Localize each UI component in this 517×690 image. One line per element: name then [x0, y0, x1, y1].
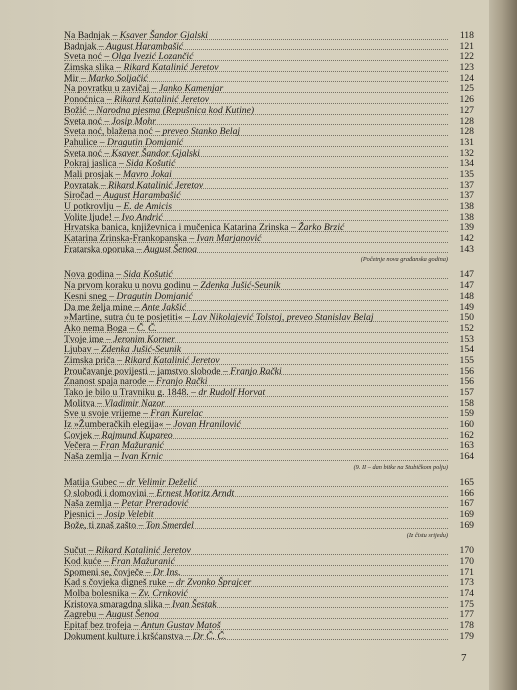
entry-author: Fran Kurelac: [150, 408, 204, 420]
entry-author: Josip Velebit: [104, 508, 154, 520]
entry-page-number: 132: [459, 147, 474, 159]
entry-title: Kod kuće: [64, 555, 102, 567]
toc-entry[interactable]: [64, 452, 474, 463]
entry-title: Božić: [64, 104, 87, 116]
toc-entry[interactable]: [64, 521, 474, 532]
entry-separator: –: [104, 94, 115, 106]
entry-separator: –: [131, 620, 141, 632]
entry-page-number: 157: [459, 387, 474, 398]
entry-separator: –: [220, 365, 231, 377]
entry-title: Katarina Zrinska-Frankopanska: [64, 233, 187, 245]
entry-author: Lav Nikolajević Tolstoj, preveo Stanislav Belaj: [192, 312, 374, 324]
entry-page-number: 179: [459, 630, 474, 642]
entry-separator: –: [134, 243, 144, 255]
entry-author: August Harambašić: [105, 40, 184, 52]
entry-title: Sveta noć, blažena noć: [64, 126, 153, 138]
entry-text: [64, 245, 199, 256]
entry-separator: –: [98, 179, 109, 191]
entry-text: [64, 452, 165, 463]
entry-title: Sveta noć: [64, 147, 102, 159]
entry-author: Mavro Jokai: [122, 168, 172, 180]
entry-author: Rikard Katalinić Jeretov: [123, 62, 219, 74]
entry-separator: –: [78, 72, 89, 84]
entry-title: Ljubav: [64, 344, 92, 356]
entry-separator: –: [162, 598, 173, 610]
entry-page-number: 177: [459, 609, 474, 621]
entry-title: Pahulice: [64, 136, 98, 148]
entry-page-number: 143: [459, 243, 474, 255]
entry-separator: –: [188, 387, 199, 398]
entry-author: Franjo Rački: [230, 365, 282, 377]
entry-page-number: 162: [459, 429, 474, 441]
entry-author: dr Velimir Deželić: [126, 476, 198, 488]
entry-page-number: 170: [459, 545, 474, 557]
entry-page-number: 118: [459, 30, 474, 41]
entry-title: Večera: [64, 440, 91, 452]
entry-title: Hrvatska banica, književnica i mučenica Katarina Zrinska: [64, 222, 289, 234]
entry-title: Tvoje ime: [64, 333, 104, 345]
entry-separator: –: [110, 30, 120, 41]
entry-title: Bože, ti znaš zašto: [64, 519, 137, 531]
entry-page-number: 156: [459, 365, 474, 377]
entry-title: Molitva: [64, 397, 95, 409]
entry-author: Ivan Marjanović: [196, 233, 262, 245]
entry-page-number: 126: [459, 94, 474, 106]
entry-separator: –: [163, 419, 174, 431]
entry-author: Vladimir Nazor: [104, 397, 165, 409]
entry-author: Ksaver Šandor Gjalski: [119, 30, 208, 41]
entry-title: Sveta noć: [64, 51, 102, 63]
entry-page-number: 135: [459, 168, 474, 180]
entry-page-number: 152: [459, 322, 474, 334]
entry-page-number: 148: [459, 290, 474, 302]
entry-title: Molba bolesnika: [64, 588, 129, 599]
entry-author: Sida Košutić: [123, 269, 173, 281]
entry-separator: –: [97, 136, 108, 148]
entry-page-number: 139: [459, 222, 474, 234]
entry-title: Covjek: [64, 429, 92, 441]
entry-text: [64, 632, 228, 643]
entry-separator: –: [86, 104, 97, 116]
entry-page-number: 158: [459, 397, 474, 409]
entry-author: Janko Kamenjar: [158, 83, 224, 95]
entry-separator: –: [101, 115, 112, 127]
entry-title: Spomeni se, čovječe: [64, 566, 144, 578]
entry-title: »Martine, sutra ću te posjetiti«: [64, 312, 183, 324]
entry-separator: –: [146, 487, 157, 499]
entry-title: Na Badnjak: [64, 30, 111, 41]
entry-title: Sveta noć: [64, 115, 102, 127]
entry-page-number: 124: [459, 72, 474, 84]
entry-author: dr Rudolf Horvat: [198, 387, 266, 398]
entry-separator: –: [186, 233, 197, 245]
entry-page-number: 149: [459, 301, 474, 313]
entry-author: Ernest Moritz Arndt: [156, 487, 235, 499]
entry-author: Petar Preradović: [121, 498, 189, 510]
toc-entry[interactable]: [64, 632, 474, 643]
entry-page-number: 131: [459, 136, 474, 148]
entry-page-number: 128: [459, 126, 474, 138]
entry-author: Č. Č.: [136, 322, 157, 334]
entry-title: Sve u svoje vrijeme: [64, 408, 141, 420]
entry-page-number: 165: [459, 476, 474, 488]
entry-separator: –: [132, 301, 142, 313]
entry-title: Naša zemlja: [64, 451, 112, 463]
entry-page-number: 142: [459, 233, 474, 245]
entry-author: Antun Gustav Matoš: [140, 620, 221, 632]
entry-title: Kesni sneg: [64, 290, 107, 302]
entry-separator: –: [183, 630, 193, 642]
entry-author: Fran Mažuranić: [100, 440, 164, 452]
entry-separator: –: [86, 545, 96, 557]
entry-separator: –: [152, 126, 163, 138]
entry-page-number: 123: [459, 62, 474, 74]
entry-author: Dr Č. Č.: [192, 630, 227, 642]
entry-author: preveo Stanko Belaj: [162, 126, 241, 138]
entry-title: Ponoćnica: [64, 94, 105, 106]
entry-author: Narodna pjesma (Repušnica kod Kutine): [96, 104, 255, 116]
entry-title: Dokument kulture i kršćanstva: [64, 630, 184, 642]
entry-page-number: 160: [459, 419, 474, 431]
entry-page-number: 155: [459, 354, 474, 366]
entry-author: Dr Ins.: [153, 566, 181, 578]
entry-separator: –: [190, 280, 201, 292]
entry-page-number: 169: [459, 519, 474, 531]
entry-separator: –: [140, 408, 151, 420]
entry-author: Olga Ivezić Lozančić: [111, 51, 194, 63]
entry-author: Ksaver Šandor Gjalski: [111, 147, 200, 159]
entry-page-number: 138: [459, 211, 474, 223]
section-note: (9. II – dan bitke na Stubičkom polju): [353, 463, 448, 471]
entry-author: Ivo Andrić: [121, 211, 163, 223]
entry-title: Epitaf bez trofeja: [64, 620, 132, 632]
entry-separator: –: [91, 344, 102, 356]
entry-separator: –: [111, 451, 122, 463]
entry-separator: –: [113, 201, 124, 212]
section-note: (Iz čistu srijedu): [406, 532, 448, 540]
entry-page-number: 167: [459, 498, 474, 510]
entry-page-number: 147: [459, 280, 474, 292]
entry-separator: –: [101, 555, 112, 567]
entry-page-number: 138: [459, 201, 474, 212]
entry-author: Sida Košutić: [126, 158, 176, 170]
entry-separator: –: [146, 376, 157, 388]
entry-author: Ante Jakšić: [141, 301, 187, 313]
book-spine-edge: [489, 0, 517, 690]
entry-title: Kad s čovjeka digneš ruke: [64, 577, 167, 589]
entry-author: Rikard Katalinić Jeretov: [124, 354, 220, 366]
entry-separator: –: [143, 566, 154, 578]
entry-page-number: 153: [459, 333, 474, 345]
entry-author: August Šenoa: [143, 243, 197, 255]
entry-title: Da me želja mine: [64, 301, 133, 313]
entry-page-number: 169: [459, 508, 474, 520]
entry-title: Pjesnici: [64, 508, 95, 520]
entry-title: Matija Gubec: [64, 476, 117, 488]
entry-title: Kristova smaragdna slika: [64, 598, 163, 610]
entry-separator: –: [111, 498, 122, 510]
entry-page-number: 121: [459, 40, 474, 52]
entry-title: Povratak: [64, 179, 99, 191]
entry-separator: –: [166, 577, 176, 589]
entry-author: Ivan Krnic: [121, 451, 163, 463]
entry-author: Franjo Rački: [156, 376, 208, 388]
entry-author: August Harambašić: [103, 190, 181, 202]
entry-title: Sučut: [64, 545, 87, 557]
entry-title: Iz »Žumberačkih elegija«: [64, 419, 164, 431]
entry-author: Dragutin Domjanić: [107, 136, 184, 148]
entry-page-number: 137: [459, 190, 474, 202]
entry-separator: –: [114, 354, 125, 366]
entry-author: dr Zvonko Šprajcer: [175, 577, 252, 589]
entry-title: Ako nema Boga: [64, 322, 127, 334]
entry-page-number: 173: [459, 577, 474, 589]
entry-separator: –: [93, 190, 104, 202]
entry-page-number: 166: [459, 487, 474, 499]
entry-separator: –: [101, 147, 112, 159]
entry-page-number: 127: [459, 104, 474, 116]
entry-separator: –: [116, 158, 127, 170]
entry-author: Ton Smerdel: [145, 519, 194, 531]
entry-separator: –: [90, 440, 101, 452]
entry-author: Žarko Brzić: [298, 222, 345, 234]
entry-title: Zimska priča: [64, 354, 115, 366]
entry-title: Proučavanje povijesti – jamstvo slobode: [64, 365, 221, 377]
entry-author: Rajmund Kupareo: [101, 429, 173, 441]
entry-title: Volite ljude!: [64, 211, 112, 223]
entry-author: Josip Mohr: [111, 115, 157, 127]
entry-author: Rikard Katalinić Jeretov: [108, 179, 204, 191]
entry-author: Jovan Hranilović: [173, 419, 241, 431]
entry-author: Marko Soljačić: [88, 72, 148, 84]
entry-page-number: 154: [459, 344, 474, 356]
entry-separator: –: [101, 51, 112, 63]
entry-separator: –: [103, 333, 114, 345]
entry-page-number: 150: [459, 312, 474, 324]
entry-title: U potkrovlju: [64, 201, 114, 212]
entry-page-number: 171: [459, 566, 474, 578]
entry-author: Rikard Katalinić Jeretov: [95, 545, 191, 557]
entry-separator: –: [106, 290, 117, 302]
entry-separator: –: [113, 269, 124, 281]
entry-page-number: 125: [459, 83, 474, 95]
entry-separator: –: [149, 83, 159, 95]
entry-separator: –: [94, 397, 105, 409]
entry-separator: –: [96, 609, 106, 621]
entry-title: Pokraj jaslica: [64, 158, 117, 170]
entry-page-number: 134: [459, 158, 474, 170]
entry-title: Nova godina: [64, 269, 114, 281]
entry-separator: –: [288, 222, 299, 234]
entry-title: Fratarska oporuka: [64, 243, 135, 255]
entry-page-number: 178: [459, 620, 474, 632]
entry-author: August Šenoa: [105, 609, 159, 621]
entry-title: Mir: [64, 72, 79, 84]
entry-title: Mali prosjak: [64, 168, 114, 180]
section-note: (Početnje nova građanska godina): [360, 256, 448, 264]
entry-author: Zv. Crnković: [138, 588, 188, 599]
entry-separator: –: [96, 40, 106, 52]
entry-page-number: 128: [459, 115, 474, 127]
entry-separator: –: [113, 62, 124, 74]
entry-title: O slobodi i domovini: [64, 487, 147, 499]
entry-title: Tako je bilo u Travniku g. 1848.: [64, 387, 189, 398]
entry-page-number: 122: [459, 51, 474, 63]
entry-title: Zagrebu: [64, 609, 97, 621]
entry-title: Siročad: [64, 190, 94, 202]
entry-title: Zimska slika: [64, 62, 114, 74]
page-number: 7: [461, 652, 467, 664]
entry-separator: –: [111, 211, 122, 223]
entry-author: Ivan Šestak: [172, 598, 217, 610]
entry-separator: –: [182, 312, 193, 324]
entry-title: Naša zemlja: [64, 498, 112, 510]
entry-author: Jeronim Korner: [113, 333, 176, 345]
entry-text: [64, 521, 196, 532]
entry-separator: –: [117, 476, 127, 488]
entry-page-number: 159: [459, 408, 474, 420]
entry-page-number: 174: [459, 588, 474, 599]
entry-title: Na povratku u zavičaj: [64, 83, 150, 95]
entry-page-number: 147: [459, 269, 474, 281]
entry-author: E. de Amicis: [123, 201, 172, 212]
entry-page-number: 156: [459, 376, 474, 388]
entry-author: Fran Mažuranić: [111, 555, 175, 567]
entry-separator: –: [126, 322, 137, 334]
entry-page-number: 164: [459, 451, 474, 463]
entry-author: Zdenka Jušić-Seunik: [200, 280, 281, 292]
toc-entry[interactable]: [64, 245, 474, 256]
entry-page-number: 170: [459, 555, 474, 567]
table-of-contents: [64, 31, 474, 642]
entry-author: Dragutin Domjanić: [116, 290, 193, 302]
entry-author: Rikard Katalinić Jeretov: [114, 94, 210, 106]
entry-separator: –: [113, 168, 123, 180]
entry-separator: –: [128, 588, 139, 599]
entry-title: Na prvom koraku u novu godinu: [64, 280, 191, 292]
entry-page-number: 163: [459, 440, 474, 452]
entry-author: Zdenka Jušić-Seunik: [101, 344, 182, 356]
entry-separator: –: [136, 519, 146, 531]
entry-title: Znanost spaja narode: [64, 376, 147, 388]
entry-title: Badnjak: [64, 40, 97, 52]
entry-separator: –: [94, 508, 105, 520]
entry-page-number: 137: [459, 179, 474, 191]
entry-page-number: 175: [459, 598, 474, 610]
entry-separator: –: [91, 429, 102, 441]
